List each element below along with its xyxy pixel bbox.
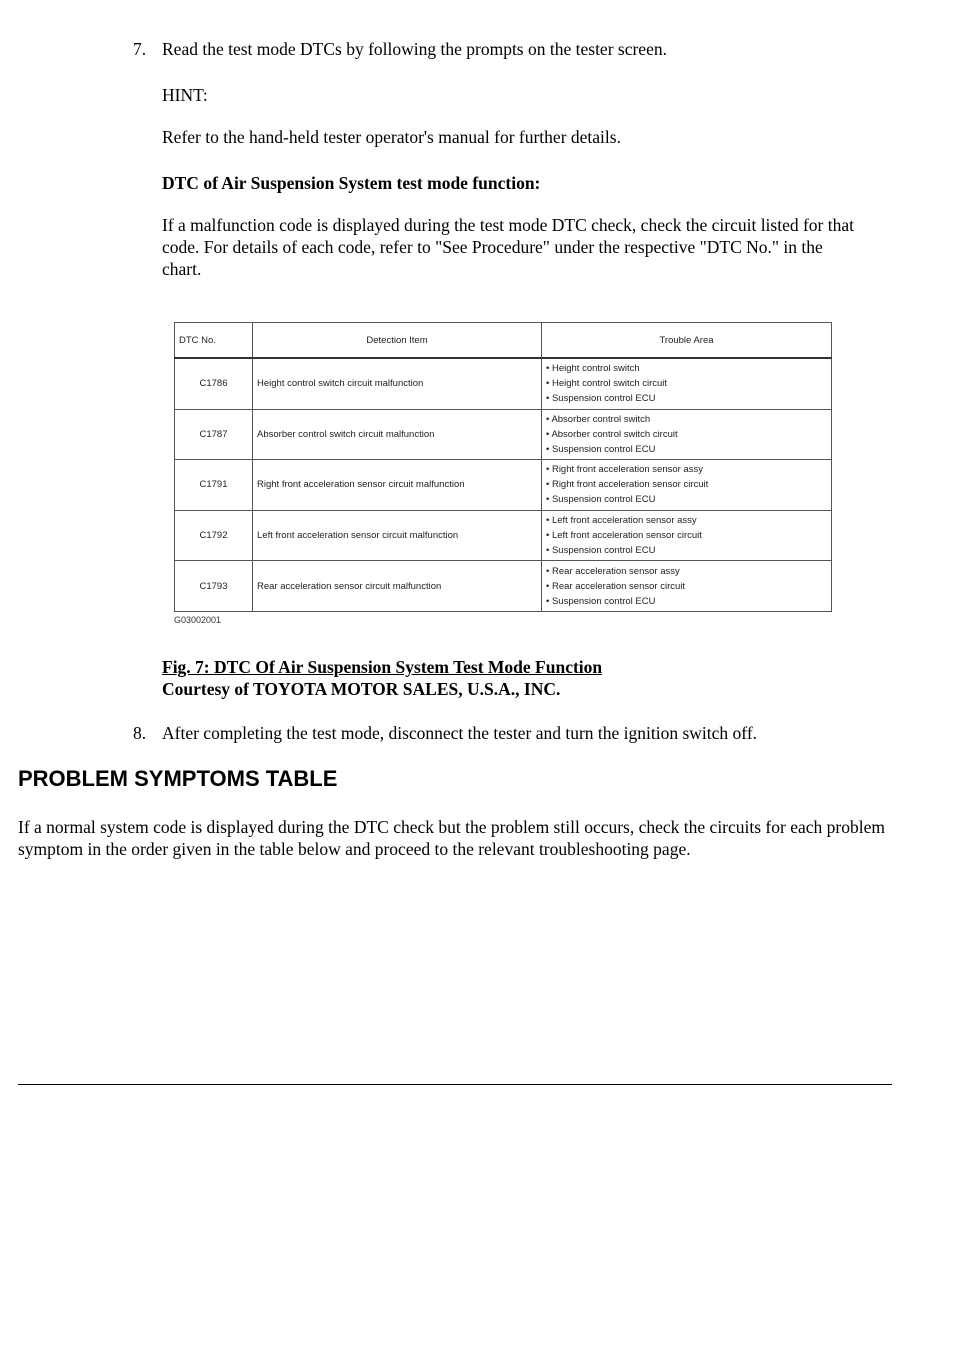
trouble-area-item: • Suspension control ECU: [546, 545, 656, 557]
table-row: [175, 409, 832, 460]
detection-item-cell: Rear acceleration sensor circuit malfunction: [253, 561, 542, 612]
trouble-area-item: • Suspension control ECU: [546, 494, 656, 506]
detection-item-cell: Height control switch circuit malfunction: [253, 358, 542, 409]
step-7-text: Read the test mode DTCs by following the prompts on the tester screen.: [162, 39, 667, 59]
trouble-area-cell: [542, 358, 832, 409]
test-mode-subheading: DTC of Air Suspension System test mode function:: [162, 173, 541, 193]
table-row: [175, 358, 832, 409]
trouble-area-cell: [542, 510, 832, 561]
dtc-code-cell: C1787: [175, 409, 253, 460]
hint-label: HINT:: [162, 85, 208, 105]
trouble-area-item: • Suspension control ECU: [546, 595, 656, 607]
header-detection-item: Detection Item: [253, 323, 542, 359]
trouble-area-item: • Height control switch: [546, 363, 640, 375]
dtc-table: [174, 322, 832, 612]
trouble-area-item: • Right front acceleration sensor circuit: [546, 479, 709, 491]
dtc-code-cell: C1792: [175, 510, 253, 561]
trouble-area-item: • Absorber control switch circuit: [546, 428, 678, 440]
trouble-area-item: • Rear acceleration sensor circuit: [546, 580, 686, 592]
dtc-code-cell: C1786: [175, 358, 253, 409]
trouble-area-item: • Suspension control ECU: [546, 443, 656, 455]
section-paragraph: If a normal system code is displayed during the DTC check but the problem still occurs, check the circuits for each problem symptom in the order given in the table below and proceed to the relevant troubleshooting page.: [18, 817, 885, 859]
figure-id: G03002001: [174, 615, 222, 625]
instruction-paragraph: If a malfunction code is displayed during the test mode DTC check, check the circuit listed for that code. For details of each code, refer to "See Procedure" under the respective "DTC No." in the chart.: [162, 215, 855, 279]
header-dtc-no: DTC No.: [175, 323, 253, 359]
hint-text: Refer to the hand-held tester operator's manual for further details.: [162, 127, 621, 147]
page-divider: [18, 1084, 892, 1085]
detection-item-cell: Right front acceleration sensor circuit malfunction: [253, 460, 542, 511]
dtc-table-figure: [174, 322, 832, 612]
trouble-area-cell: [542, 409, 832, 460]
trouble-area-item: • Left front acceleration sensor assy: [546, 515, 697, 527]
table-row: [175, 460, 832, 511]
trouble-area-cell: [542, 460, 832, 511]
trouble-area-item: • Height control switch circuit: [546, 378, 668, 390]
dtc-code-cell: C1793: [175, 561, 253, 612]
detection-item-cell: Left front acceleration sensor circuit malfunction: [253, 510, 542, 561]
table-row: [175, 561, 832, 612]
dtc-code-cell: C1791: [175, 460, 253, 511]
section-heading: PROBLEM SYMPTOMS TABLE: [18, 766, 338, 791]
trouble-area-cell: [542, 561, 832, 612]
step-7-number: 7.: [133, 39, 147, 59]
trouble-area-item: • Left front acceleration sensor circuit: [546, 530, 702, 542]
trouble-area-item: • Right front acceleration sensor assy: [546, 464, 703, 476]
trouble-area-item: • Absorber control switch: [546, 413, 651, 425]
step-8-text: After completing the test mode, disconnect the tester and turn the ignition switch off.: [162, 723, 758, 743]
figure-courtesy: Courtesy of TOYOTA MOTOR SALES, U.S.A., INC.: [162, 679, 561, 699]
figure-title: Fig. 7: DTC Of Air Suspension System Test Mode Function: [162, 657, 603, 677]
detection-item-cell: Absorber control switch circuit malfunction: [253, 409, 542, 460]
trouble-area-item: • Rear acceleration sensor assy: [546, 565, 680, 577]
trouble-area-item: • Suspension control ECU: [546, 393, 656, 405]
step-8-number: 8.: [133, 723, 147, 743]
header-trouble-area: Trouble Area: [542, 323, 832, 359]
table-row: [175, 510, 832, 561]
